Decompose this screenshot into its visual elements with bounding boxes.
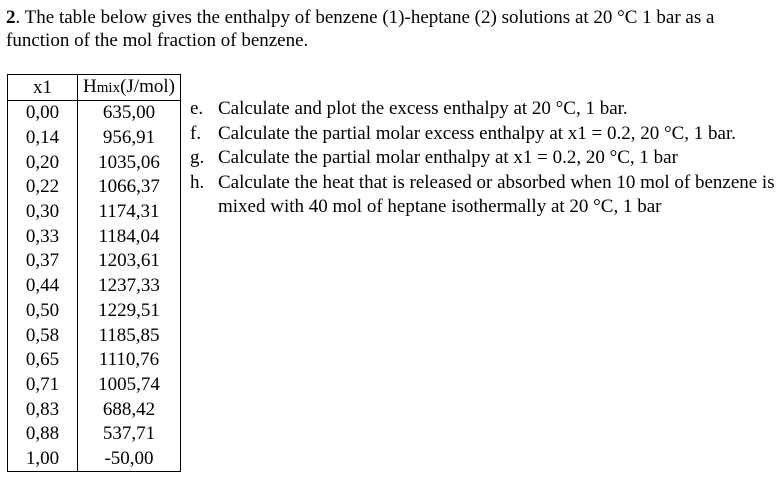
cell-x1: 0,50 [8, 299, 78, 324]
cell-hmix: 688,42 [78, 397, 181, 422]
cell-x1: 0,22 [8, 175, 78, 200]
cell-hmix: 537,71 [78, 422, 181, 447]
table-row [8, 348, 181, 373]
table-row [8, 150, 181, 175]
question-label: e. [190, 98, 204, 119]
table-row [8, 126, 181, 151]
table-body [8, 101, 181, 472]
question-text: Calculate the partial molar excess enthalpy at x1 = 0.2, 20 °C, 1 bar. [218, 122, 736, 144]
cell-hmix: 1174,31 [78, 200, 181, 225]
question-text: Calculate the heat that is released or absorbed when 10 mol of benzene is mixed with 40 mol of heptane isothermally at 20 °C, 1 bar [218, 171, 775, 217]
question-list [190, 97, 782, 220]
table-row [8, 373, 181, 398]
problem-statement [6, 6, 778, 52]
table-header-row [8, 75, 181, 101]
table-row [8, 249, 181, 274]
cell-hmix: 1184,04 [78, 224, 181, 249]
cell-x1: 0,83 [8, 397, 78, 422]
cell-x1: 0,33 [8, 224, 78, 249]
question-item [190, 122, 782, 147]
table-row [8, 299, 181, 324]
question-label: f. [190, 122, 202, 144]
cell-x1: 0,65 [8, 348, 78, 373]
cell-x1: 1,00 [8, 447, 78, 472]
header-x1: x1 [8, 75, 78, 101]
table-row [8, 200, 181, 225]
question-item [190, 146, 782, 171]
cell-hmix: 1110,76 [78, 348, 181, 373]
header-hmix-sub: mix [96, 80, 121, 96]
cell-x1: 0,71 [8, 373, 78, 398]
cell-hmix: 1005,74 [78, 373, 181, 398]
table-row [8, 397, 181, 422]
question-text: Calculate the partial molar enthalpy at x1 = 0.2, 20 °C, 1 bar [218, 147, 678, 168]
cell-hmix: 956,91 [78, 126, 181, 151]
question-label: h. [190, 171, 205, 193]
table-row [8, 447, 181, 472]
cell-hmix: -50,00 [78, 447, 181, 472]
cell-x1: 0,88 [8, 422, 78, 447]
cell-hmix: 635,00 [78, 101, 181, 126]
table-row [8, 175, 181, 200]
header-hmix-unit: (J/mol) [120, 76, 175, 97]
cell-hmix: 1237,33 [78, 274, 181, 299]
cell-x1: 0,30 [8, 200, 78, 225]
cell-x1: 0,20 [8, 150, 78, 175]
question-item [190, 97, 782, 122]
cell-x1: 0,58 [8, 323, 78, 348]
problem-number: 2 [6, 7, 16, 28]
question-text: Calculate and plot the excess enthalpy at 20 °C, 1 bar. [218, 98, 628, 119]
cell-x1: 0,37 [8, 249, 78, 274]
table-row [8, 101, 181, 126]
enthalpy-table [7, 74, 181, 472]
question-label: g. [190, 147, 205, 168]
cell-hmix: 1229,51 [78, 299, 181, 324]
table-row [8, 422, 181, 447]
cell-hmix: 1035,06 [78, 150, 181, 175]
question-item [190, 171, 782, 220]
cell-x1: 0,14 [8, 126, 78, 151]
cell-hmix: 1185,85 [78, 323, 181, 348]
table-row [8, 274, 181, 299]
cell-x1: 0,00 [8, 101, 78, 126]
header-hmix-main: H [83, 76, 97, 97]
table-row [8, 323, 181, 348]
cell-x1: 0,44 [8, 274, 78, 299]
cell-hmix: 1203,61 [78, 249, 181, 274]
header-hmix [78, 75, 181, 101]
problem-text: . The table below gives the enthalpy of benzene (1)-heptane (2) solutions at 20 °C 1 bar as a function of the mol fraction of benzene. [6, 7, 715, 51]
table-row [8, 224, 181, 249]
cell-hmix: 1066,37 [78, 175, 181, 200]
